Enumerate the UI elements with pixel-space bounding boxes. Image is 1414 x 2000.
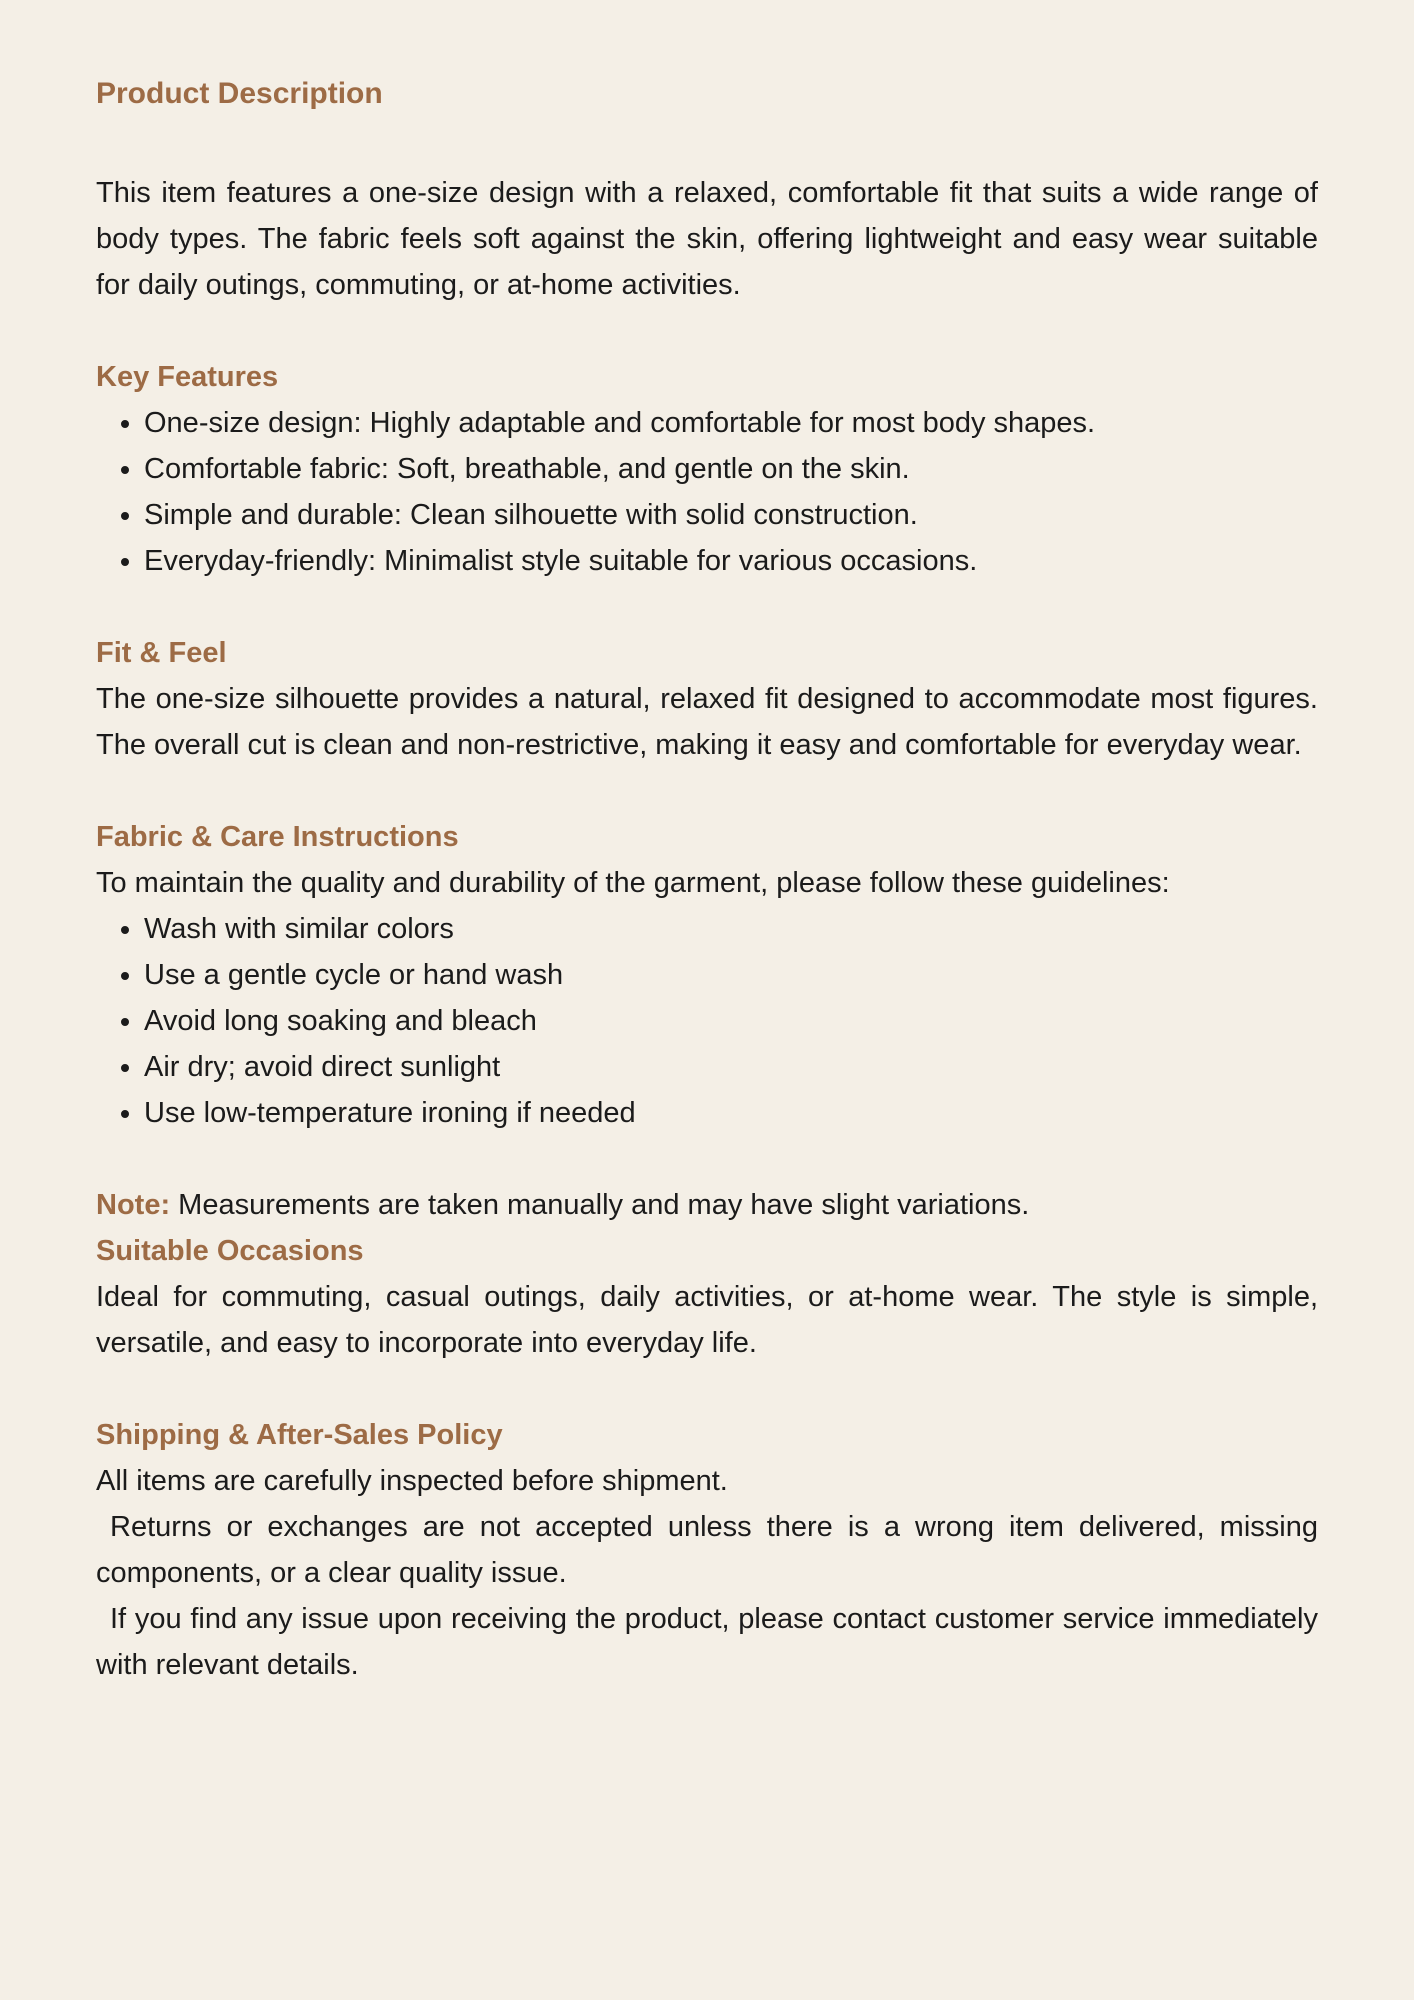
list-item: • One-size design: Highly adaptable and comfortable for most body shapes.	[144, 400, 1318, 446]
note-label: Note:	[96, 1189, 171, 1221]
fit-feel-paragraph: The one-size silhouette provides a natural, relaxed fit designed to accommodate most figures. The overall cut is clean and non-restrictive, making it easy and comfortable for everyday wear.	[96, 683, 1318, 761]
section-heading-key-features: Key Features	[96, 361, 279, 393]
shipping-line: Returns or exchanges are not accepted unless there is a wrong item delivered, missing components, or a clear quality issue.	[96, 1511, 1318, 1589]
key-features-list	[96, 400, 1318, 584]
list-item: • Use a gentle cycle or hand wash	[144, 952, 1318, 998]
page-title: Product Description	[96, 77, 383, 110]
list-item: • Use low-temperature ironing if needed	[144, 1090, 1318, 1136]
care-instructions-list	[96, 906, 1318, 1136]
list-item: • Comfortable fabric: Soft, breathable, and gentle on the skin.	[144, 446, 1318, 492]
section-heading-fabric-care: Fabric & Care Instructions	[96, 821, 459, 853]
section-heading-fit-feel: Fit & Feel	[96, 637, 227, 669]
shipping-line: If you find any issue upon receiving the product, please contact customer service immediately with relevant details.	[96, 1603, 1318, 1681]
intro-paragraph: This item features a one-size design with a relaxed, comfortable fit that suits a wide range of body types. The fabric feels soft against the skin, offering lightweight and easy wear suitable for daily outings, commuting, or at-home activities.	[96, 177, 1318, 301]
list-item: • Wash with similar colors	[144, 906, 1318, 952]
list-item: • Everyday-friendly: Minimalist style suitable for various occasions.	[144, 538, 1318, 584]
shipping-line: All items are carefully inspected before shipment.	[96, 1465, 728, 1497]
list-item: • Air dry; avoid direct sunlight	[144, 1044, 1318, 1090]
list-item: • Avoid long soaking and bleach	[144, 998, 1318, 1044]
section-heading-suitable-occasions: Suitable Occasions	[96, 1235, 364, 1267]
note-line	[96, 1182, 1318, 1228]
list-item: • Simple and durable: Clean silhouette with solid construction.	[144, 492, 1318, 538]
fabric-care-intro: To maintain the quality and durability of the garment, please follow these guidelines:	[96, 867, 1170, 899]
suitable-occasions-paragraph: Ideal for commuting, casual outings, daily activities, or at-home wear. The style is simple, versatile, and easy to incorporate into everyday life.	[96, 1281, 1318, 1359]
note-text: Measurements are taken manually and may have slight variations.	[178, 1189, 1030, 1221]
section-heading-shipping-policy: Shipping & After-Sales Policy	[96, 1419, 503, 1451]
